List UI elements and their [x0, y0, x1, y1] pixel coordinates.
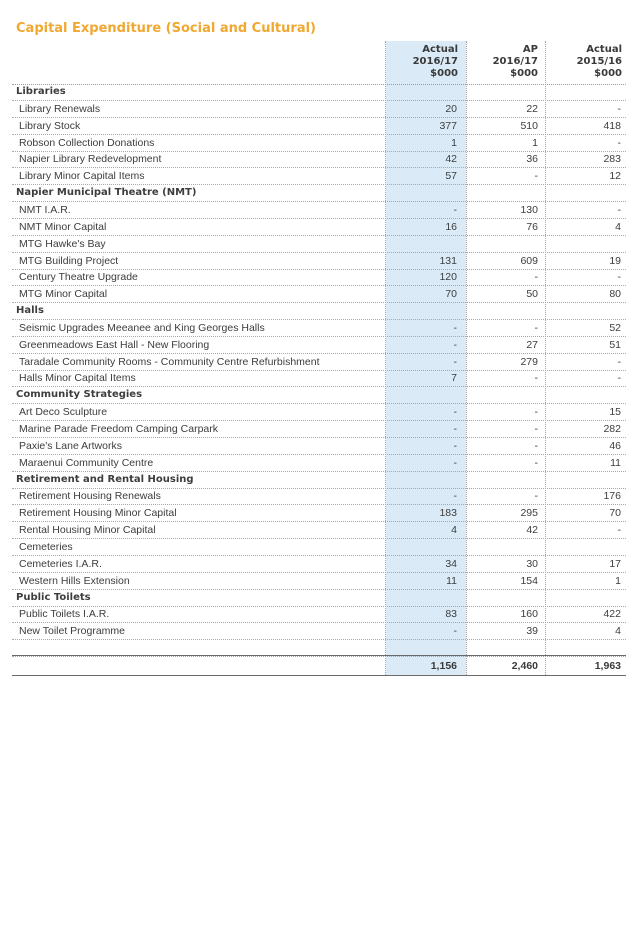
row-label: Retirement Housing Renewals	[19, 490, 161, 503]
cell-actual-2015-16: 17	[609, 557, 621, 570]
column-header-actual-2015-16: Actual 2015/16 $000	[576, 44, 622, 79]
table-row	[12, 135, 626, 152]
cell-actual-2016-17: -	[453, 338, 457, 351]
table-row	[12, 539, 626, 556]
cell-ap-2016-17: 1	[532, 136, 538, 149]
cell-actual-2015-16: 19	[609, 254, 621, 267]
table-row	[12, 455, 626, 472]
cell-actual-2016-17: -	[453, 423, 457, 435]
section-header-row	[12, 472, 626, 489]
cell-actual-2015-16: 80	[609, 288, 621, 301]
cell-ap-2016-17: 50	[526, 288, 538, 301]
section-header-row	[12, 185, 626, 202]
cell-ap-2016-17: 36	[526, 153, 538, 166]
cell-actual-2016-17: 16	[445, 220, 457, 233]
table-row	[12, 522, 626, 539]
cell-ap-2016-17: 39	[526, 625, 538, 638]
cell-actual-2015-16: 282	[603, 423, 621, 435]
row-label: MTG Minor Capital	[19, 288, 108, 301]
row-label: Greenmeadows East Hall - New Flooring	[19, 338, 210, 351]
cell-ap-2016-17: -	[534, 456, 538, 469]
cell-actual-2015-16: 11	[610, 456, 621, 469]
table-row	[12, 421, 626, 438]
table-row	[12, 556, 626, 573]
cell-actual-2016-17: -	[453, 406, 457, 419]
table-row	[12, 168, 626, 185]
row-label: Art Deco Sculpture	[19, 406, 108, 419]
cell-ap-2016-17: -	[534, 271, 538, 284]
row-label: Marine Parade Freedom Camping Carpark	[19, 423, 219, 435]
table-row	[12, 151, 626, 168]
cell-actual-2015-16: 4	[615, 625, 621, 638]
table-row	[12, 438, 626, 455]
cell-ap-2016-17: 42	[526, 524, 538, 537]
cell-ap-2016-17: 295	[520, 507, 538, 520]
table-row	[12, 488, 626, 505]
table-row	[12, 118, 626, 135]
cell-actual-2016-17: -	[453, 321, 457, 334]
table-row	[12, 623, 626, 640]
cell-actual-2015-16: 4	[615, 220, 621, 233]
row-label: NMT I.A.R.	[19, 203, 71, 216]
cell-actual-2016-17: 83	[445, 608, 457, 621]
section-label: Retirement and Rental Housing	[16, 473, 194, 485]
row-label: Taradale Community Rooms - Community Centre Refurbishment	[19, 355, 320, 368]
cell-actual-2016-17: -	[453, 439, 457, 452]
cell-ap-2016-17: -	[534, 423, 538, 435]
cell-actual-2015-16: -	[617, 271, 621, 284]
cell-ap-2016-17: 510	[520, 119, 538, 132]
cell-ap-2016-17: 160	[520, 608, 538, 621]
cell-actual-2016-17: 57	[445, 170, 457, 183]
cell-actual-2016-17: 20	[445, 102, 457, 115]
cell-ap-2016-17: -	[534, 406, 538, 419]
table-row	[12, 505, 626, 522]
cell-actual-2016-17: -	[453, 456, 457, 469]
row-label: Public Toilets I.A.R.	[19, 608, 110, 621]
table-row	[12, 320, 626, 337]
cell-ap-2016-17: 130	[520, 203, 538, 216]
row-label: Library Stock	[19, 119, 81, 132]
cell-actual-2015-16: 70	[609, 507, 621, 520]
total-rule-bottom	[12, 675, 626, 676]
cell-ap-2016-17: -	[534, 439, 538, 452]
cell-actual-2016-17: 131	[439, 254, 457, 267]
cell-ap-2016-17: -	[534, 321, 538, 334]
cell-ap-2016-17: 76	[526, 220, 538, 233]
total-actual-2016-17: 1,156	[430, 660, 457, 672]
row-label: Halls Minor Capital Items	[19, 372, 136, 385]
cell-actual-2016-17: 34	[445, 557, 457, 570]
cell-actual-2015-16: 12	[609, 170, 621, 183]
cell-actual-2015-16: -	[617, 524, 621, 537]
cell-ap-2016-17: 154	[520, 574, 538, 587]
cell-actual-2016-17: 11	[446, 574, 457, 587]
table-row	[12, 573, 626, 590]
section-header-row	[12, 303, 626, 320]
table-row	[12, 236, 626, 253]
cell-actual-2015-16: 176	[603, 490, 621, 503]
cell-ap-2016-17: 279	[520, 355, 538, 368]
cell-actual-2016-17: 183	[439, 507, 457, 520]
table-row	[12, 337, 626, 354]
cell-actual-2016-17: -	[453, 203, 457, 216]
cell-actual-2015-16: 46	[609, 439, 621, 452]
column-header-ap-2016-17: AP 2016/17 $000	[492, 44, 538, 79]
cell-actual-2016-17: 70	[445, 288, 457, 301]
cell-actual-2015-16: -	[617, 372, 621, 385]
cell-actual-2015-16: 422	[603, 608, 621, 621]
row-label: Cemeteries I.A.R.	[19, 557, 102, 570]
table-row	[12, 219, 626, 236]
section-header-row	[12, 387, 626, 404]
row-label: Napier Library Redevelopment	[19, 153, 162, 166]
cell-ap-2016-17: 22	[526, 102, 538, 115]
cell-actual-2015-16: 283	[603, 153, 621, 166]
cell-ap-2016-17: 30	[526, 557, 538, 570]
row-label: Library Renewals	[19, 102, 101, 115]
cell-actual-2016-17: -	[453, 625, 457, 638]
table-row	[12, 101, 626, 118]
table-row	[12, 286, 626, 303]
section-header-row	[12, 590, 626, 607]
total-rule-top	[12, 655, 626, 656]
cell-actual-2015-16: 1	[615, 574, 621, 587]
section-label: Libraries	[16, 86, 66, 97]
cell-actual-2015-16: 52	[609, 321, 621, 334]
cell-ap-2016-17: 27	[526, 338, 538, 351]
cell-actual-2016-17: 7	[451, 372, 457, 385]
row-label: MTG Hawke's Bay	[19, 237, 106, 250]
cell-actual-2015-16: -	[617, 102, 621, 115]
table-row	[12, 253, 626, 270]
cell-ap-2016-17: 609	[520, 254, 538, 267]
cell-actual-2016-17: 377	[439, 119, 457, 132]
cell-actual-2015-16: -	[617, 203, 621, 216]
row-label: MTG Building Project	[19, 254, 119, 267]
row-label: Century Theatre Upgrade	[19, 271, 138, 284]
table-row	[12, 404, 626, 421]
cell-actual-2015-16: 51	[609, 338, 621, 351]
cell-actual-2016-17: 120	[439, 271, 457, 284]
table-row	[12, 370, 626, 387]
page-title: Capital Expenditure (Social and Cultural)	[16, 21, 316, 36]
column-header-actual-2016-17: Actual 2016/17 $000	[412, 44, 458, 79]
table-row	[12, 202, 626, 219]
cell-actual-2016-17: 1	[451, 136, 457, 149]
cell-actual-2015-16: -	[617, 136, 621, 149]
row-label: Robson Collection Donations	[19, 136, 155, 149]
cell-actual-2015-16: -	[617, 355, 621, 368]
total-actual-2015-16: 1,963	[594, 660, 621, 672]
row-label: Retirement Housing Minor Capital	[19, 507, 177, 520]
cell-actual-2016-17: -	[453, 355, 457, 368]
row-label: Maraenui Community Centre	[19, 456, 154, 469]
row-label: Rental Housing Minor Capital	[19, 524, 156, 537]
row-label: Western Hills Extension	[19, 574, 130, 587]
section-label: Halls	[16, 305, 44, 317]
row-label: Paxie's Lane Artworks	[19, 439, 122, 452]
cell-ap-2016-17: -	[534, 170, 538, 183]
section-header-row	[12, 84, 626, 101]
table-row	[12, 354, 626, 371]
cell-ap-2016-17: -	[534, 372, 538, 385]
row-label: Cemeteries	[19, 540, 73, 553]
cell-actual-2016-17: 4	[451, 524, 457, 537]
cell-actual-2016-17: 42	[445, 153, 457, 166]
section-label: Public Toilets	[16, 591, 91, 603]
row-label: Seismic Upgrades Meeanee and King Georges Halls	[19, 321, 265, 334]
row-label: Library Minor Capital Items	[19, 170, 145, 183]
section-label: Napier Municipal Theatre (NMT)	[16, 187, 197, 199]
cell-actual-2015-16: 418	[603, 119, 621, 132]
section-label: Community Strategies	[16, 389, 143, 401]
cell-actual-2016-17: -	[453, 490, 457, 503]
row-label: NMT Minor Capital	[19, 220, 107, 233]
cell-actual-2015-16: 15	[609, 406, 621, 419]
total-ap-2016-17: 2,460	[511, 660, 538, 672]
table-row	[12, 606, 626, 623]
table-row	[12, 269, 626, 286]
cell-ap-2016-17: -	[534, 490, 538, 503]
row-label: New Toilet Programme	[19, 625, 126, 638]
